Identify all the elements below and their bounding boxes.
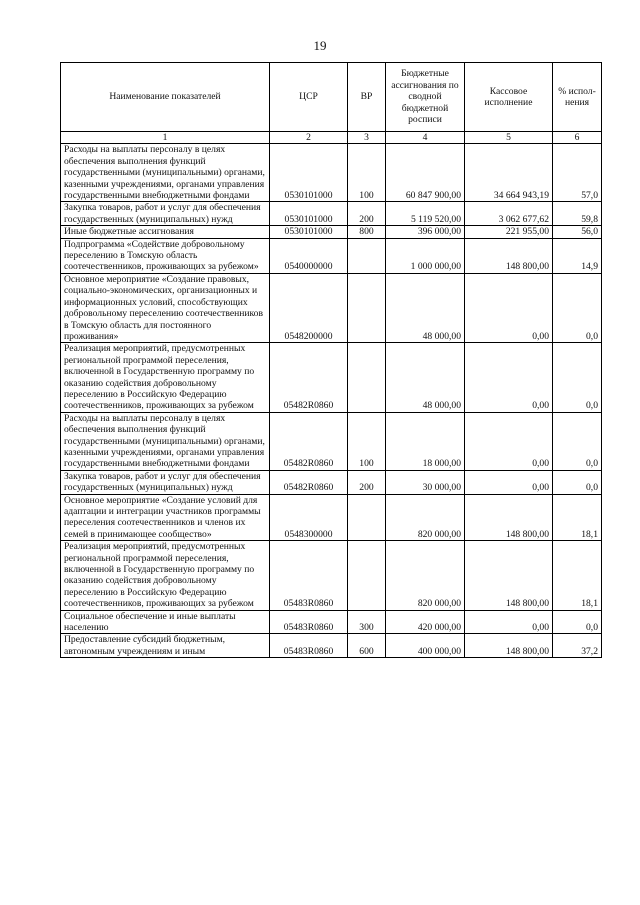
- row-budget-amount: 60 847 900,00: [386, 144, 465, 202]
- row-vr: 300: [348, 610, 386, 634]
- table-row: [61, 541, 602, 610]
- row-execution-percent: 56,0: [553, 226, 602, 238]
- row-cash-execution: 34 664 943,19: [465, 144, 553, 202]
- row-csr: 05483R0860: [270, 610, 348, 634]
- table-row: [61, 238, 602, 273]
- row-name: Расходы на выплаты персоналу в целях обеспечения выполнения функций государственными (муниципальными) органами, казенными учреждениями, органами управления государственными внебюджетными фондами: [61, 412, 270, 470]
- row-vr: 200: [348, 202, 386, 226]
- table-row: [61, 470, 602, 494]
- row-cash-execution: 221 955,00: [465, 226, 553, 238]
- row-cash-execution: 0,00: [465, 470, 553, 494]
- row-csr: 05482R0860: [270, 412, 348, 470]
- row-vr: [348, 541, 386, 610]
- column-number: 1: [61, 132, 270, 144]
- row-vr: 200: [348, 470, 386, 494]
- table-row: [61, 610, 602, 634]
- row-csr: 0548200000: [270, 273, 348, 342]
- row-budget-amount: 30 000,00: [386, 470, 465, 494]
- page-number: 19: [313, 38, 327, 53]
- row-name: Закупка товаров, работ и услуг для обеспечения государственных (муниципальных) нужд: [61, 202, 270, 226]
- row-execution-percent: 14,9: [553, 238, 602, 273]
- row-cash-execution: 0,00: [465, 412, 553, 470]
- row-name: Основное мероприятие «Создание условий для адаптации и интеграции участников программы переселения соотечественников и членов их семей в принимающее сообщество»: [61, 494, 270, 541]
- row-execution-percent: 0,0: [553, 470, 602, 494]
- row-budget-amount: 820 000,00: [386, 494, 465, 541]
- row-budget-amount: 18 000,00: [386, 412, 465, 470]
- row-cash-execution: 3 062 677,62: [465, 202, 553, 226]
- header-vr: ВР: [348, 63, 386, 132]
- row-vr: 600: [348, 634, 386, 658]
- row-name: Иные бюджетные ассигнования: [61, 226, 270, 238]
- row-cash-execution: 148 800,00: [465, 238, 553, 273]
- row-execution-percent: 0,0: [553, 343, 602, 412]
- row-csr: 0540000000: [270, 238, 348, 273]
- column-number-row: [61, 132, 602, 144]
- header-name: Наименование показателей: [61, 63, 270, 132]
- row-budget-amount: 396 000,00: [386, 226, 465, 238]
- header-budget: Бюджетные ассигнования по сводной бюджетной росписи: [386, 63, 465, 132]
- row-execution-percent: 0,0: [553, 412, 602, 470]
- row-name: Социальное обеспечение и иные выплаты населению: [61, 610, 270, 634]
- row-csr: 0530101000: [270, 144, 348, 202]
- row-csr: 05482R0860: [270, 470, 348, 494]
- table-row: [61, 494, 602, 541]
- column-number: 2: [270, 132, 348, 144]
- row-execution-percent: 57,0: [553, 144, 602, 202]
- header-csr: ЦСР: [270, 63, 348, 132]
- table-row: [61, 343, 602, 412]
- row-cash-execution: 148 800,00: [465, 494, 553, 541]
- budget-execution-table: [60, 62, 602, 658]
- row-name: Реализация мероприятий, предусмотренных региональной программой переселения, включенной в Государственную программу по оказанию содействия добровольному переселению в Российскую Федерацию соотечественников, проживающих за рубежом: [61, 343, 270, 412]
- column-number: 5: [465, 132, 553, 144]
- row-csr: 05482R0860: [270, 343, 348, 412]
- row-budget-amount: 48 000,00: [386, 273, 465, 342]
- table-row: [61, 226, 602, 238]
- table-header-row: [61, 63, 602, 132]
- row-execution-percent: 37,2: [553, 634, 602, 658]
- row-vr: [348, 494, 386, 541]
- column-number: 3: [348, 132, 386, 144]
- row-csr: 05483R0860: [270, 541, 348, 610]
- table-row: [61, 634, 602, 658]
- row-budget-amount: 420 000,00: [386, 610, 465, 634]
- table-row: [61, 144, 602, 202]
- row-budget-amount: 400 000,00: [386, 634, 465, 658]
- row-cash-execution: 148 800,00: [465, 634, 553, 658]
- row-cash-execution: 0,00: [465, 610, 553, 634]
- row-budget-amount: 820 000,00: [386, 541, 465, 610]
- row-csr: 05483R0860: [270, 634, 348, 658]
- row-name: Закупка товаров, работ и услуг для обеспечения государственных (муниципальных) нужд: [61, 470, 270, 494]
- row-vr: 100: [348, 144, 386, 202]
- row-execution-percent: 59,8: [553, 202, 602, 226]
- table-body: [61, 144, 602, 658]
- row-cash-execution: 0,00: [465, 273, 553, 342]
- row-name: Расходы на выплаты персоналу в целях обеспечения выполнения функций государственными (муниципальными) органами, казенными учреждениями, органами управления государственными внебюджетными фондами: [61, 144, 270, 202]
- table-row: [61, 412, 602, 470]
- table-row: [61, 202, 602, 226]
- row-csr: 0530101000: [270, 202, 348, 226]
- table-row: [61, 273, 602, 342]
- row-execution-percent: 18,1: [553, 541, 602, 610]
- row-cash-execution: 0,00: [465, 343, 553, 412]
- row-name: Предоставление субсидий бюджетным, автономным учреждениям и иным: [61, 634, 270, 658]
- row-vr: 100: [348, 412, 386, 470]
- row-name: Подпрограмма «Содействие добровольному переселению в Томскую область соотечественников, проживающих за рубежом»: [61, 238, 270, 273]
- row-execution-percent: 0,0: [553, 273, 602, 342]
- row-budget-amount: 5 119 520,00: [386, 202, 465, 226]
- row-csr: 0530101000: [270, 226, 348, 238]
- row-vr: [348, 238, 386, 273]
- row-name: Основное мероприятие «Создание правовых, социально-экономических, организационных и информационных условий, способствующих добровольному переселению соотечественников в Томскую область для постоянного проживания»: [61, 273, 270, 342]
- row-vr: 800: [348, 226, 386, 238]
- row-budget-amount: 48 000,00: [386, 343, 465, 412]
- row-execution-percent: 0,0: [553, 610, 602, 634]
- row-vr: [348, 273, 386, 342]
- row-csr: 0548300000: [270, 494, 348, 541]
- row-name: Реализация мероприятий, предусмотренных региональной программой переселения, включенной в Государственную программу по оказанию содействия добровольному переселению в Российскую Федерацию соотечественников, проживающих за рубежом: [61, 541, 270, 610]
- row-budget-amount: 1 000 000,00: [386, 238, 465, 273]
- row-execution-percent: 18,1: [553, 494, 602, 541]
- column-number: 4: [386, 132, 465, 144]
- header-pct: % испол-нения: [553, 63, 602, 132]
- row-vr: [348, 343, 386, 412]
- row-cash-execution: 148 800,00: [465, 541, 553, 610]
- column-number: 6: [553, 132, 602, 144]
- header-cash: Кассовое исполнение: [465, 63, 553, 132]
